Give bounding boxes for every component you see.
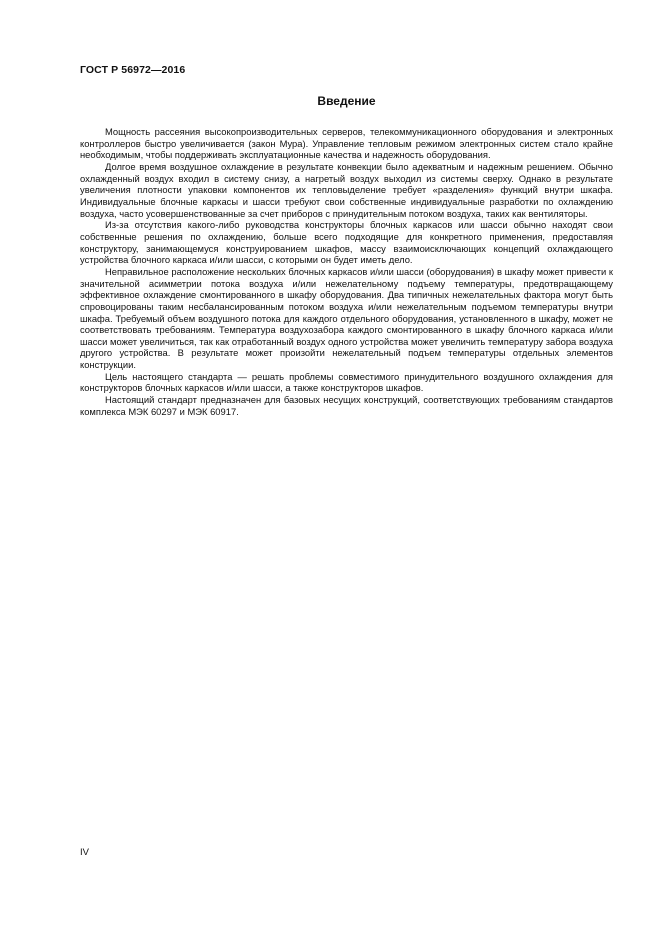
page-number: IV	[80, 847, 89, 858]
paragraph: Настоящий стандарт предназначен для базовых несущих конструкций, соответствующих требованиям стандартов комплекса МЭК 60297 и МЭК 60917.	[80, 394, 613, 417]
paragraph: Из-за отсутствия какого-либо руководства конструкторы блочных каркасов или шасси обычно находят свои собственные решения по охлаждению, больше всего подходящие для конкретного применения, предоставляя конструктору, занимающемуся конструированием шкафов, массу взаимоисключающих концепций охлаждающего устройства блочного каркаса и/или шасси, с которыми он будет иметь дело.	[80, 219, 613, 266]
section-title: Введение	[317, 94, 376, 108]
document-code: ГОСТ Р 56972—2016	[80, 64, 186, 76]
paragraph: Мощность рассеяния высокопроизводительных серверов, телекоммуникационного оборудования и электронных контроллеров быстро увеличивается (закон Мура). Управление тепловым режимом электронных систем стало крайне необходимым, чтобы поддерживать эксплуатационные качества и надежность оборудования.	[80, 126, 613, 161]
paragraph: Цель настоящего стандарта — решать проблемы совместимого принудительного воздушного охлаждения для конструкторов блочных каркасов и/или шасси, а также конструкторов шкафов.	[80, 370, 613, 394]
paragraph: Долгое время воздушное охлаждение в результате конвекции было адекватным и надежным решением. Обычно охлажденный воздух входил в систему снизу, а нагретый воздух выходил из системы сверху. Однако в результате увеличения плотности упаковки компонентов их тепловыделение требует «разделения» функций внутри шкафа. Индивидуальные блочные каркасы и шасси требуют свои собственные индивидуальные разработки по охлаждению воздуха, часто усовершенствованные за счет приборов с принудительным потоком воздуха, таких как вентиляторы.	[80, 160, 613, 219]
body-text	[80, 126, 613, 417]
paragraph: Неправильное расположение нескольких блочных каркасов и/или шасси (оборудования) в шкафу может привести к значительной асимметрии потока воздуха и/или нежелательному подъему температуры, предотвращающему эффективное охлаждение смонтированного в шкафу оборудования. Два типичных нежелательных фактора могут быть спровоцированы таким несбалансированным потоком воздуха и/или нежелательным подъемом температуры внутри шкафа. Требуемый объем воздушного потока для каждого отдельного оборудования, установленного в шкафу, может не соответствовать требованиям. Температура воздухозабора каждого смонтированного в шкафу блочного каркаса и/или шасси может увеличиться, так как отработанный воздух одного устройства может увеличить температуру забора воздуха другого устройства. В результате может произойти нежелательный подъем температуры отдельных элементов конструкции.	[80, 265, 613, 371]
